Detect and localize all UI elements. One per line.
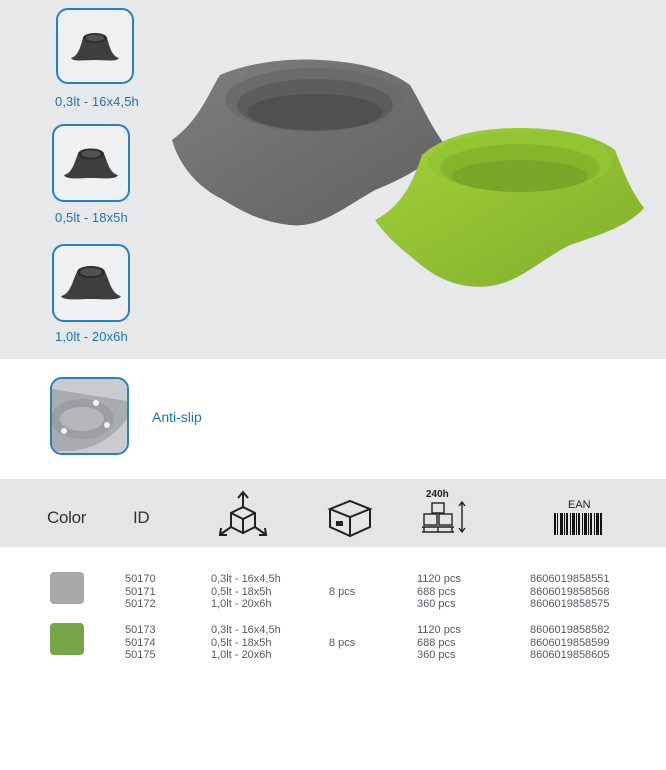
ean-list bbox=[530, 573, 610, 611]
product-bowls-image bbox=[160, 50, 650, 300]
pallet-height-label: 240h bbox=[426, 489, 449, 500]
id-cell: 50175 bbox=[125, 649, 156, 662]
size-list bbox=[211, 624, 281, 662]
id-list bbox=[125, 624, 156, 662]
barcode-icon bbox=[554, 513, 602, 535]
id-cell: 50171 bbox=[125, 585, 156, 598]
size-thumbnail-small[interactable] bbox=[56, 8, 134, 84]
id-cell: 50173 bbox=[125, 624, 156, 636]
size-thumbnail-large[interactable] bbox=[52, 244, 130, 322]
pallet-cell: 1120 pcs bbox=[417, 624, 461, 636]
anti-slip-label: Anti-slip bbox=[152, 409, 202, 425]
id-cell: 50170 bbox=[125, 573, 156, 585]
dimensions-icon bbox=[216, 489, 270, 539]
pallet-cell: 360 pcs bbox=[417, 598, 456, 611]
box-qty-cell: 8 pcs bbox=[329, 586, 356, 598]
box-icon bbox=[327, 497, 373, 539]
size-cell: 1,0lt - 20x6h bbox=[211, 649, 272, 662]
ean-cell: 8606019858568 bbox=[530, 585, 610, 598]
ean-cell: 8606019858582 bbox=[530, 624, 610, 636]
id-cell: 50172 bbox=[125, 598, 156, 611]
size-label-medium: 0,5lt - 18x5h bbox=[55, 210, 128, 225]
size-cell: 0,5lt - 18x5h bbox=[211, 585, 272, 598]
color-swatch-green bbox=[50, 623, 84, 655]
size-cell: 0,3lt - 16x4,5h bbox=[211, 573, 281, 585]
pallet-cell: 688 pcs bbox=[417, 636, 456, 649]
header-id: ID bbox=[133, 508, 150, 527]
ean-cell: 8606019858605 bbox=[530, 649, 610, 662]
ean-label: EAN bbox=[568, 499, 591, 511]
product-hero bbox=[0, 0, 666, 359]
ean-list bbox=[530, 624, 610, 662]
size-label-large: 1,0lt - 20x6h bbox=[55, 329, 128, 344]
bowl-icon bbox=[65, 26, 125, 66]
bowl-bottom-icon bbox=[52, 379, 127, 453]
header-color: Color bbox=[47, 508, 87, 527]
pallet-cell: 360 pcs bbox=[417, 649, 456, 662]
pallet-cell: 1120 pcs bbox=[417, 573, 461, 585]
pallet-cell: 688 pcs bbox=[417, 585, 456, 598]
anti-slip-thumbnail[interactable] bbox=[50, 377, 129, 455]
ean-cell: 8606019858599 bbox=[530, 636, 610, 649]
size-cell: 0,3lt - 16x4,5h bbox=[211, 624, 281, 636]
size-cell: 1,0lt - 20x6h bbox=[211, 598, 272, 611]
box-qty-cell: 8 pcs bbox=[329, 637, 356, 649]
spec-table-header bbox=[0, 479, 666, 547]
bowl-icon bbox=[57, 260, 125, 306]
pallet-icon bbox=[420, 501, 468, 535]
color-swatch-grey bbox=[50, 572, 84, 604]
size-thumbnail-medium[interactable] bbox=[52, 124, 130, 202]
bowl-icon bbox=[59, 142, 123, 184]
size-label-small: 0,3lt - 16x4,5h bbox=[55, 94, 139, 109]
id-list bbox=[125, 573, 156, 611]
pallet-list bbox=[417, 624, 461, 662]
size-cell: 0,5lt - 18x5h bbox=[211, 636, 272, 649]
pallet-list bbox=[417, 573, 461, 611]
ean-cell: 8606019858575 bbox=[530, 598, 610, 611]
ean-cell: 8606019858551 bbox=[530, 573, 610, 585]
id-cell: 50174 bbox=[125, 636, 156, 649]
size-list bbox=[211, 573, 281, 611]
